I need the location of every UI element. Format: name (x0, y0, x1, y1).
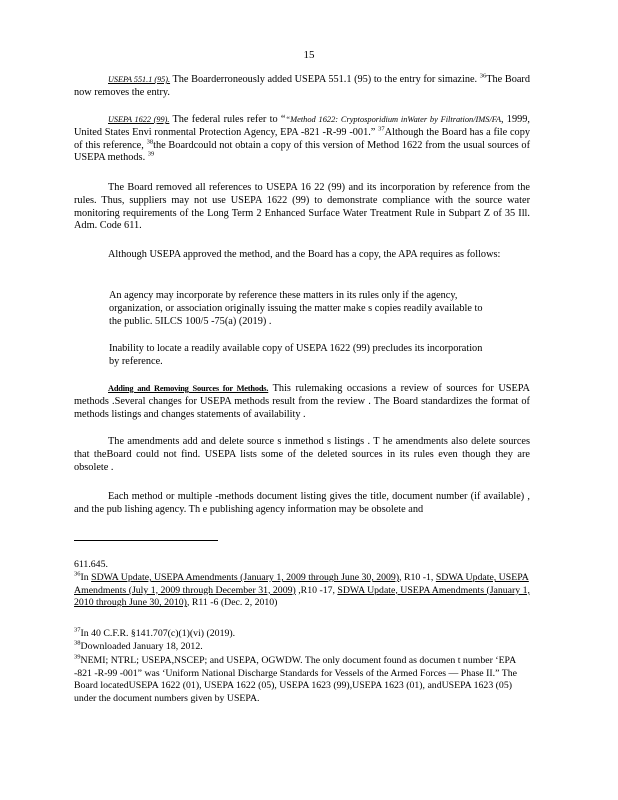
paragraph-removed-references: The Board removed all references to USEPA 16 22 (99) and its incorporation by reference from the rules. Thus, suppliers may not use USEPA 1622 (99) to demonstrate compliance with the source water monitoring requirements of the Long Term 2 Enhanced Surface Water Treatment Rule in Subpart Z of 35 Ill. Adm. Code 611. (74, 182, 530, 232)
footnote-36: $^{36}$In SDWA Update, USEPA Amendments (January 1, 2009 through June 30, 2009), R10 -1, SDWA Update, USEPA Amendments (July 1, 2009 through December 31, 2009) ,R10 -17, SDWA Update, USEPA Amendments (January 1, 2010 through June 30, 2010), R11 -6 (Dec. 2, 2010) (74, 570, 530, 609)
paragraph-method-listing: Each method or multiple -methods document listing gives the title, document number (if available) , and the pub lishing agency. Th e publishing agency information may be obsolete and (74, 491, 530, 515)
footnote-number-36: 36 (74, 570, 81, 578)
block-quote-conclusion: Inability to locate a readily available copy of USEPA 1622 (99) precludes its incorporation by reference. (109, 343, 483, 367)
paragraph-usepa-551: USEPA 551.1 (95). The Boarderroneously added USEPA 551.1 (95) to the entry for simazine. $^{36}$The Board now removes the entry. (74, 72, 531, 98)
footnote-36-link-2[interactable]: SDWA Update, USEPA Amendments (July 1, 2009 through December 31, 2009) (74, 572, 529, 596)
method-title: “Method 1622: Cryptosporidium inWater by Filtration/IMS/FA (285, 115, 501, 124)
footnote-38: $^{38}$Downloaded January 18, 2012. (74, 639, 203, 652)
footnote-continuation: 611.645. (74, 559, 108, 570)
footnote-number-37: 37 (74, 626, 81, 634)
footnote-36-link-3[interactable]: SDWA Update, USEPA Amendments (January 1, 2010 through June 30, 2010) (74, 584, 530, 609)
section-heading-adding-removing: Adding and Removing Sources for Methods. (108, 384, 269, 393)
block-quote: An agency may incorporate by reference these matters in its rules only if the agency, organization, or association originally issuing the matter make s copies readily available to the public. 5ILCS 100/5 -75(a) (2019) . (109, 290, 483, 327)
footnote-number-39: 39 (74, 653, 81, 661)
page-number: 15 (303, 49, 315, 61)
footnote-36-link-1[interactable]: SDWA Update, USEPA Amendments (January 1, 2009 through June 30, 2009) (91, 572, 400, 583)
section-heading-usepa-551: USEPA 551.1 (95). (108, 75, 171, 84)
paragraph-apa-requires: Although USEPA approved the method, and the Board has a copy, the APA requires as follows: (108, 249, 501, 260)
footnote-number-38: 38 (74, 639, 81, 647)
footnote-ref-37[interactable]: 37 (378, 125, 385, 133)
paragraph-amendments: The amendments add and delete source s inmethod s listings . T he amendments also delete sources that theBoard could not find. USEPA lists some of the deleted sources in its rules even though they are obsolete . (74, 436, 530, 473)
footnote-ref-36[interactable]: 36 (479, 72, 487, 80)
footnote-39: $^{39}$NEMI; NTRL; USEPA,NSCEP; and USEPA, OGWDW. The only document found as documen t number ‘EPA -821 -R-99 -001” was ‘Uniform National Discharge Standards for Vessels of the Armed Forces — Phase II.” The Board locatedUSEPA 1622 (01), USEPA 1622 (05), USEPA 1623 (99),USEPA 1623 (01), andUSEPA 1623 (05) under the document numbers given by USEPA. (74, 653, 517, 704)
footnote-ref-39[interactable]: 39 (147, 150, 155, 158)
footnote-37: $^{37}$In 40 C.F.R. §141.707(c)(1)(vi) (2019). (74, 626, 236, 639)
paragraph-adding-removing-sources: Adding and Removing Sources for Methods. This rulemaking occasions a review of sources for USEPA methods .Several changes for USEPA methods result from the review . The Board standardizes the format of methods listings and changes statements of availability . (74, 383, 530, 420)
footnote-ref-38[interactable]: 38 (146, 138, 154, 146)
paragraph-usepa-1622: USEPA 1622 (99). The federal rules refer to ““Method 1622: Cryptosporidium inWater by Filtration/IMS/FA, 1999, United States Envi ronmental Protection Agency, EPA -821 -R-99 -001.” $^{37}$Although the Board has a file copy of this reference, $^{38}$the Boardcould not obtain a copy of this version of Method 1622 from the usual sources of USEPA methods. $^{39}$ (74, 114, 531, 164)
section-heading-usepa-1622: USEPA 1622 (99). (108, 115, 170, 124)
footnote-separator (74, 540, 218, 541)
